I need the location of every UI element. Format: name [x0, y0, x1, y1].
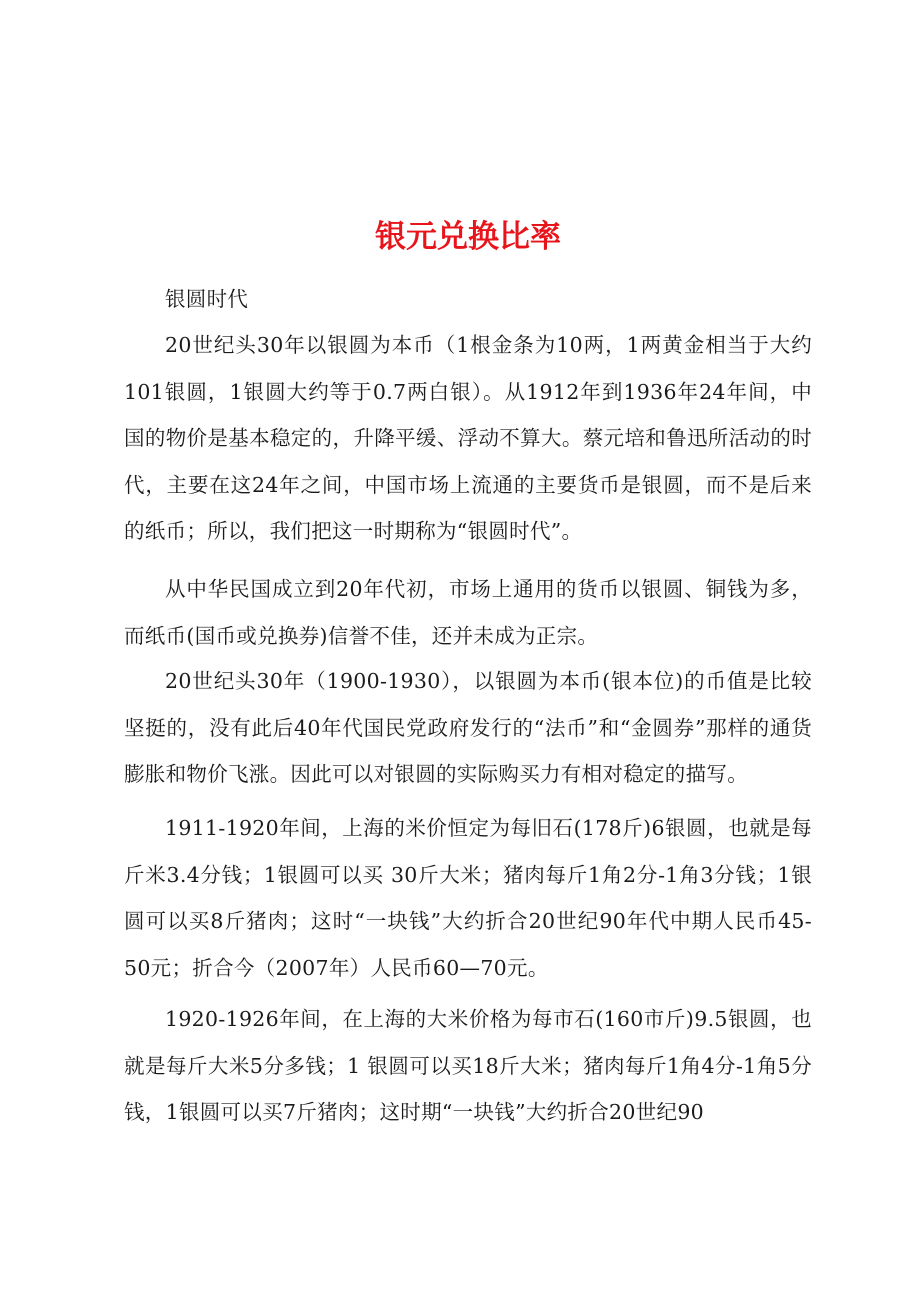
paragraph-5: 1920-1926年间，在上海的大米价格为每市石(160市斤)9.5银圆，也就是每斤大米5分多钱；1 银圆可以买18斤大米；猪肉每斤1角4分-1角5分钱，1银圆可以买7斤猪肉；这时期“一块钱”大约折合20世纪90 — [124, 1007, 812, 1124]
paragraph-3: 20世纪头30年（1900-1930），以银圆为本币(银本位)的币值是比较坚挺的，没有此后40年代国民党政府发行的“法币”和“金圆券”那样的通货膨胀和物价飞涨。因此可以对银圆的实际购买力有相对稳定的描写。 — [124, 669, 812, 786]
section-heading-silver-dollar-era: 银圆时代 — [165, 287, 249, 311]
document-title: 银元兑换比率 — [375, 218, 561, 255]
paragraph-4: 1911-1920年间，上海的米价恒定为每旧石(178斤)6银圆，也就是每斤米3.4分钱；1银圆可以买 30斤大米；猪肉每斤1角2分-1角3分钱；1银圆可以买8斤猪肉；这时“一块钱”大约折合20世纪90年代中期人民币45-50元；折合今（2007年）人民币60—70元。 — [124, 816, 812, 980]
paragraph-1: 20世纪头30年以银圆为本币（1根金条为10两，1两黄金相当于大约101银圆，1银圆大约等于0.7两白银）。从1912年到1936年24年间，中国的物价是基本稳定的，升降平缓、浮动不算大。蔡元培和鲁迅所活动的时代，主要在这24年之间，中国市场上流通的主要货币是银圆，而不是后来的纸币；所以，我们把这一时期称为“银圆时代”。 — [124, 333, 812, 543]
paragraph-2: 从中华民国成立到20年代初，市场上通用的货币以银圆、铜钱为多，而纸币(国币或兑换券)信誉不佳，还并未成为正宗。 — [124, 577, 812, 648]
